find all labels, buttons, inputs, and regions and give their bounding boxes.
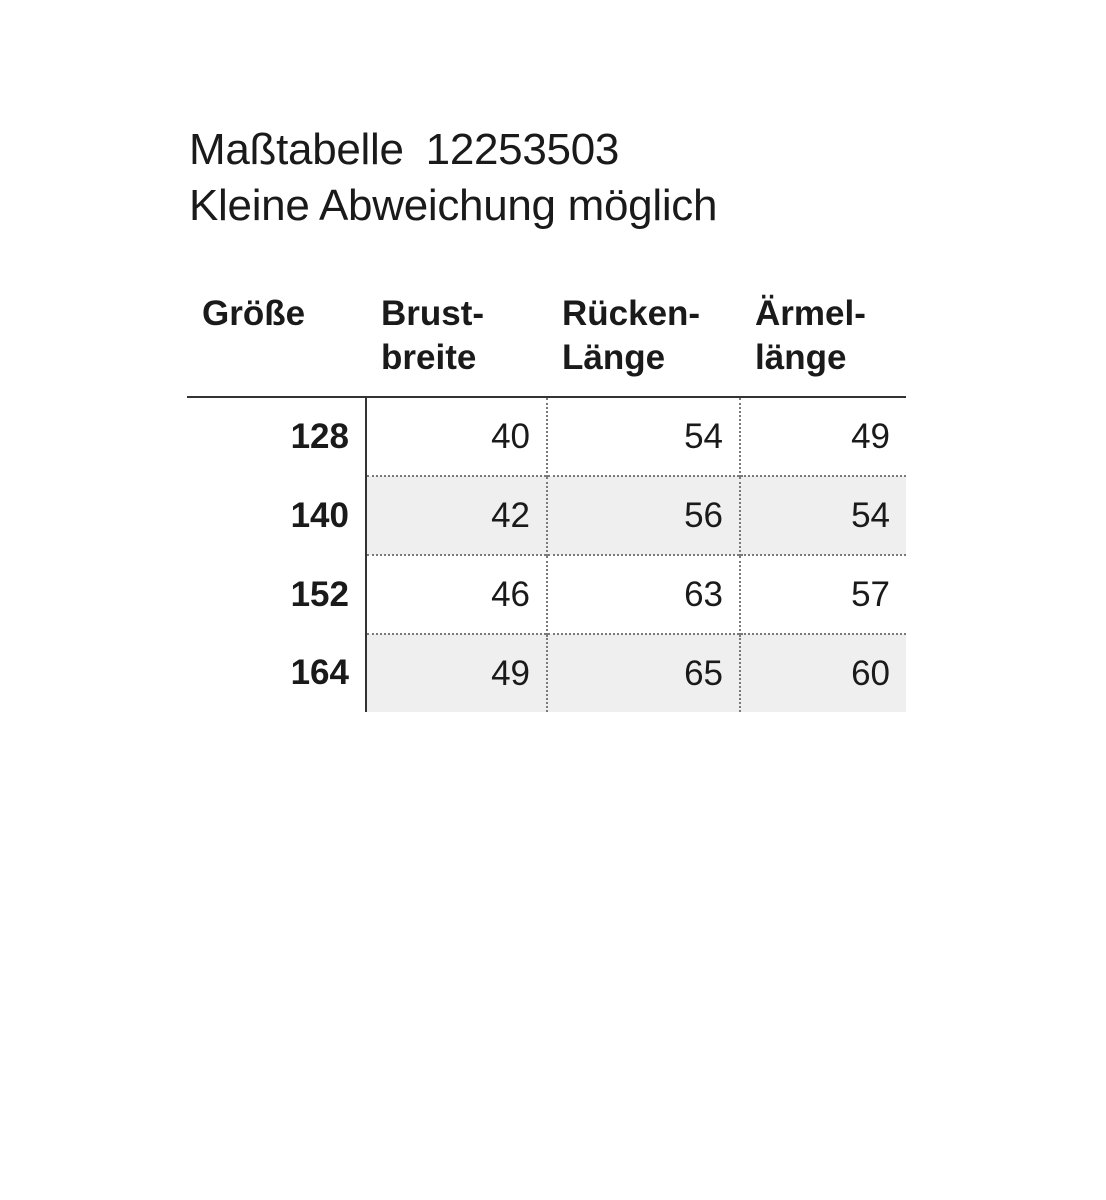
size-table bbox=[187, 292, 906, 712]
column-header-line: Länge bbox=[562, 338, 666, 377]
column-header-line: breite bbox=[381, 338, 477, 377]
column-header-line: Ärmel- bbox=[755, 294, 866, 333]
table-cell: 63 bbox=[547, 555, 740, 634]
table-cell: 54 bbox=[547, 397, 740, 476]
title-block bbox=[189, 122, 717, 234]
table-cell: 40 bbox=[491, 416, 530, 456]
column-header-chest-width bbox=[366, 292, 547, 397]
table-cell: 60 bbox=[740, 634, 906, 712]
page-title bbox=[189, 122, 717, 178]
table-row bbox=[187, 476, 906, 555]
column-header-line: Brust- bbox=[381, 294, 485, 333]
table-cell: 42 bbox=[366, 476, 547, 555]
table-header-row bbox=[187, 292, 906, 397]
size-cell: 140 bbox=[187, 476, 366, 555]
table-cell: 46 bbox=[366, 555, 547, 634]
column-header-line: Rücken- bbox=[562, 294, 701, 333]
column-header-line: Größe bbox=[202, 294, 306, 333]
page-subtitle: Kleine Abweichung möglich bbox=[189, 181, 718, 230]
table-row bbox=[187, 555, 906, 634]
column-header-back-length bbox=[547, 292, 740, 397]
size-cell: 128 bbox=[187, 397, 366, 476]
size-cell: 164 bbox=[187, 634, 366, 712]
size-cell: 152 bbox=[187, 555, 366, 634]
table-cell: 49 bbox=[740, 397, 906, 476]
column-header-line: länge bbox=[755, 338, 847, 377]
table-cell: 49 bbox=[366, 634, 547, 712]
table-cell: 57 bbox=[740, 555, 906, 634]
column-header-size bbox=[187, 292, 366, 397]
table-row bbox=[187, 634, 906, 712]
title-label: Maßtabelle bbox=[189, 125, 404, 174]
table-cell: 56 bbox=[547, 476, 740, 555]
table-cell: 65 bbox=[547, 634, 740, 712]
table-cell: 54 bbox=[740, 476, 906, 555]
table-row bbox=[187, 397, 906, 476]
column-header-sleeve-length bbox=[740, 292, 906, 397]
article-number: 12253503 bbox=[425, 125, 620, 174]
